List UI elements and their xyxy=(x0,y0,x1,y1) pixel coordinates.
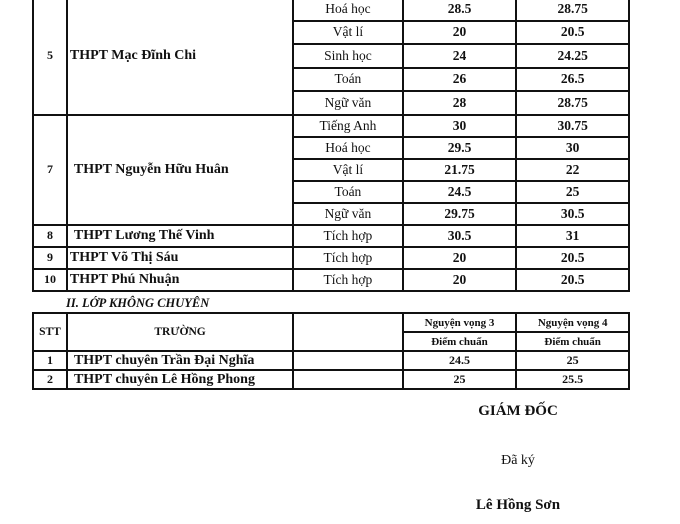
admission-scores-table-specialized xyxy=(32,0,630,292)
stt-cell: 7 xyxy=(33,115,67,225)
score-nv1-cell: 20 xyxy=(403,269,517,291)
table-header-row xyxy=(33,313,629,332)
score-nv1-cell: 20 xyxy=(403,247,517,269)
stt-cell: 9 xyxy=(33,247,67,269)
score-nv1-cell: 30.5 xyxy=(403,225,517,247)
school-name-cell: THPT chuyên Trần Đại Nghĩa xyxy=(67,351,293,370)
admission-scores-table-non-specialized xyxy=(32,312,630,390)
subject-cell: Hoá học xyxy=(293,0,403,21)
header-nv3: Nguyện vọng 3 xyxy=(403,313,517,332)
table-row xyxy=(33,351,629,370)
score-nv2-cell: 30 xyxy=(516,137,629,159)
table-row xyxy=(33,0,629,21)
subject-cell: Vật lí xyxy=(293,21,403,45)
score-nv2-cell: 28.75 xyxy=(516,91,629,115)
score-nv2-cell: 20.5 xyxy=(516,269,629,291)
table-row xyxy=(33,370,629,389)
school-name-cell: THPT chuyên Lê Hồng Phong xyxy=(67,370,293,389)
score-nv2-cell: 20.5 xyxy=(516,21,629,45)
score-nv1-cell: 21.75 xyxy=(403,159,517,181)
header-score-nv3: Điểm chuẩn xyxy=(403,332,517,351)
subject-cell: Tích hợp xyxy=(293,269,403,291)
table-row xyxy=(33,115,629,137)
score-nv1-cell: 28 xyxy=(403,91,517,115)
score-nv4-cell: 25.5 xyxy=(516,370,629,389)
score-nv1-cell: 30 xyxy=(403,115,517,137)
score-nv2-cell: 24.25 xyxy=(516,44,629,68)
subject-cell: Vật lí xyxy=(293,159,403,181)
school-name-cell: THPT Phú Nhuận xyxy=(67,269,293,291)
subject-cell: Ngữ văn xyxy=(293,203,403,225)
score-nv1-cell: 29.75 xyxy=(403,203,517,225)
section-title: II. LỚP KHÔNG CHUYÊN xyxy=(66,296,210,310)
header-stt: STT xyxy=(33,313,67,351)
score-nv3-cell: 24.5 xyxy=(403,351,517,370)
school-name-cell: THPT Lương Thế Vinh xyxy=(67,225,293,247)
blank-cell xyxy=(293,370,403,389)
subject-cell: Tiếng Anh xyxy=(293,115,403,137)
score-nv3-cell: 25 xyxy=(403,370,517,389)
subject-cell: Toán xyxy=(293,181,403,203)
table-row xyxy=(33,269,629,291)
table-row xyxy=(33,247,629,269)
score-nv1-cell: 24.5 xyxy=(403,181,517,203)
stt-cell: 1 xyxy=(33,351,67,370)
subject-cell: Hoá học xyxy=(293,137,403,159)
header-nv4: Nguyện vọng 4 xyxy=(516,313,629,332)
score-nv4-cell: 25 xyxy=(516,351,629,370)
score-nv2-cell: 30.5 xyxy=(516,203,629,225)
school-name-cell: THPT Nguyễn Hữu Huân xyxy=(67,115,293,225)
score-nv1-cell: 26 xyxy=(403,68,517,92)
stt-cell: 5 xyxy=(33,0,67,115)
subject-cell: Toán xyxy=(293,68,403,92)
stt-cell: 8 xyxy=(33,225,67,247)
school-name-cell: THPT Võ Thị Sáu xyxy=(67,247,293,269)
school-name-cell: THPT Mạc Đĩnh Chi xyxy=(67,0,293,115)
score-nv2-cell: 28.75 xyxy=(516,0,629,21)
signature-status: Đã ký xyxy=(501,453,535,468)
score-nv2-cell: 26.5 xyxy=(516,68,629,92)
score-nv1-cell: 20 xyxy=(403,21,517,45)
header-blank xyxy=(293,313,403,351)
signature-title: GIÁM ĐỐC xyxy=(478,403,558,419)
subject-cell: Ngữ văn xyxy=(293,91,403,115)
score-nv2-cell: 25 xyxy=(516,181,629,203)
stt-cell: 10 xyxy=(33,269,67,291)
score-nv2-cell: 22 xyxy=(516,159,629,181)
subject-cell: Tích hợp xyxy=(293,225,403,247)
table-row xyxy=(33,225,629,247)
score-nv2-cell: 20.5 xyxy=(516,247,629,269)
header-score-nv4: Điểm chuẩn xyxy=(516,332,629,351)
score-nv1-cell: 24 xyxy=(403,44,517,68)
score-nv2-cell: 31 xyxy=(516,225,629,247)
subject-cell: Sinh học xyxy=(293,44,403,68)
score-nv1-cell: 29.5 xyxy=(403,137,517,159)
header-school: TRƯỜNG xyxy=(67,313,293,351)
blank-cell xyxy=(293,351,403,370)
subject-cell: Tích hợp xyxy=(293,247,403,269)
signatory-name: Lê Hồng Sơn xyxy=(475,497,561,513)
score-nv2-cell: 30.75 xyxy=(516,115,629,137)
score-nv1-cell: 28.5 xyxy=(403,0,517,21)
stt-cell: 2 xyxy=(33,370,67,389)
